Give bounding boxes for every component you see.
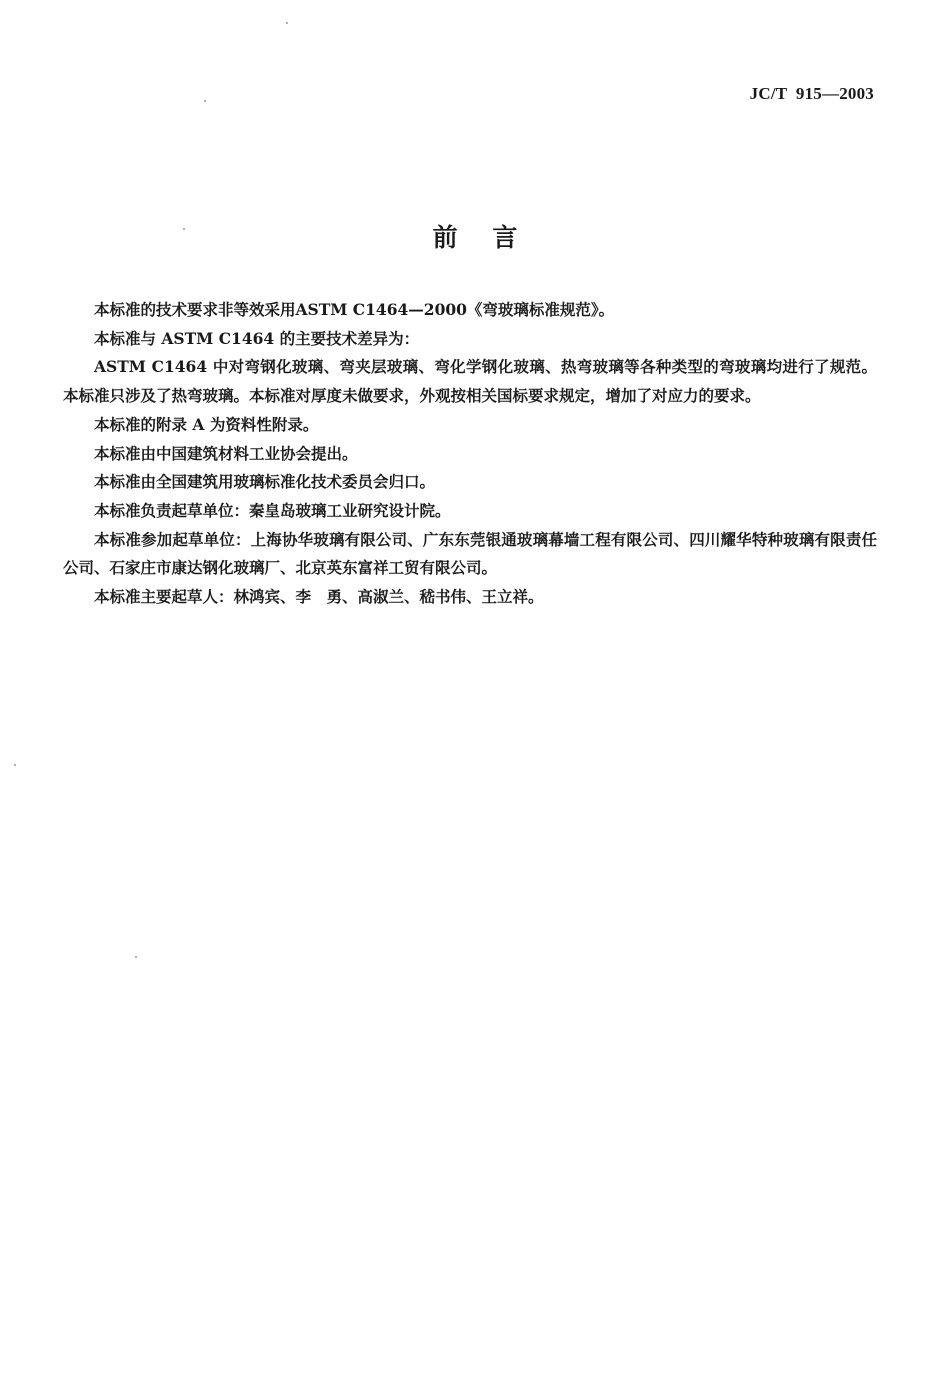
scan-speck [286, 22, 288, 24]
foreword-body [63, 296, 877, 612]
paragraph: 本标准由中国建筑材料工业协会提出。 [94, 443, 358, 463]
paragraph: 本标准与 ASTM C1464 的主要技术差异为： [94, 328, 420, 348]
scan-speck [204, 100, 206, 102]
standard-code: JC/T 915—2003 [749, 84, 874, 103]
paragraph: 本标准参加起草单位：上海协华玻璃有限公司、广东东莞银通玻璃幕墙工程有限公司、四川耀华特种玻璃有限责任公司、石家庄市康达钢化玻璃厂、北京英东富祥工贸有限公司。 [63, 529, 877, 578]
paragraph: 本标准负责起草单位：秦皇岛玻璃工业研究设计院。 [94, 500, 451, 520]
scan-speck [183, 228, 185, 230]
paragraph: ASTM C1464 中对弯钢化玻璃、弯夹层玻璃、弯化学钢化玻璃、热弯玻璃等各种类型的弯玻璃均进行了规范。本标准只涉及了热弯玻璃。本标准对厚度未做要求，外观按相关国标要求规定，增加了对应力的要求。 [63, 357, 877, 406]
scan-speck [135, 956, 137, 958]
paragraph: 本标准的技术要求非等效采用ASTM C1464—2000《弯玻璃标准规范》。 [94, 300, 615, 319]
paragraph: 本标准由全国建筑用玻璃标准化技术委员会归口。 [94, 472, 436, 492]
paragraph: 本标准的附录 A 为资料性附录。 [94, 414, 319, 434]
page-title: 前 言 [432, 223, 518, 252]
paragraph: 本标准主要起草人：林鸿宾、李 勇、高淑兰、嵇书伟、王立祥。 [94, 587, 544, 607]
scan-speck [14, 764, 16, 766]
